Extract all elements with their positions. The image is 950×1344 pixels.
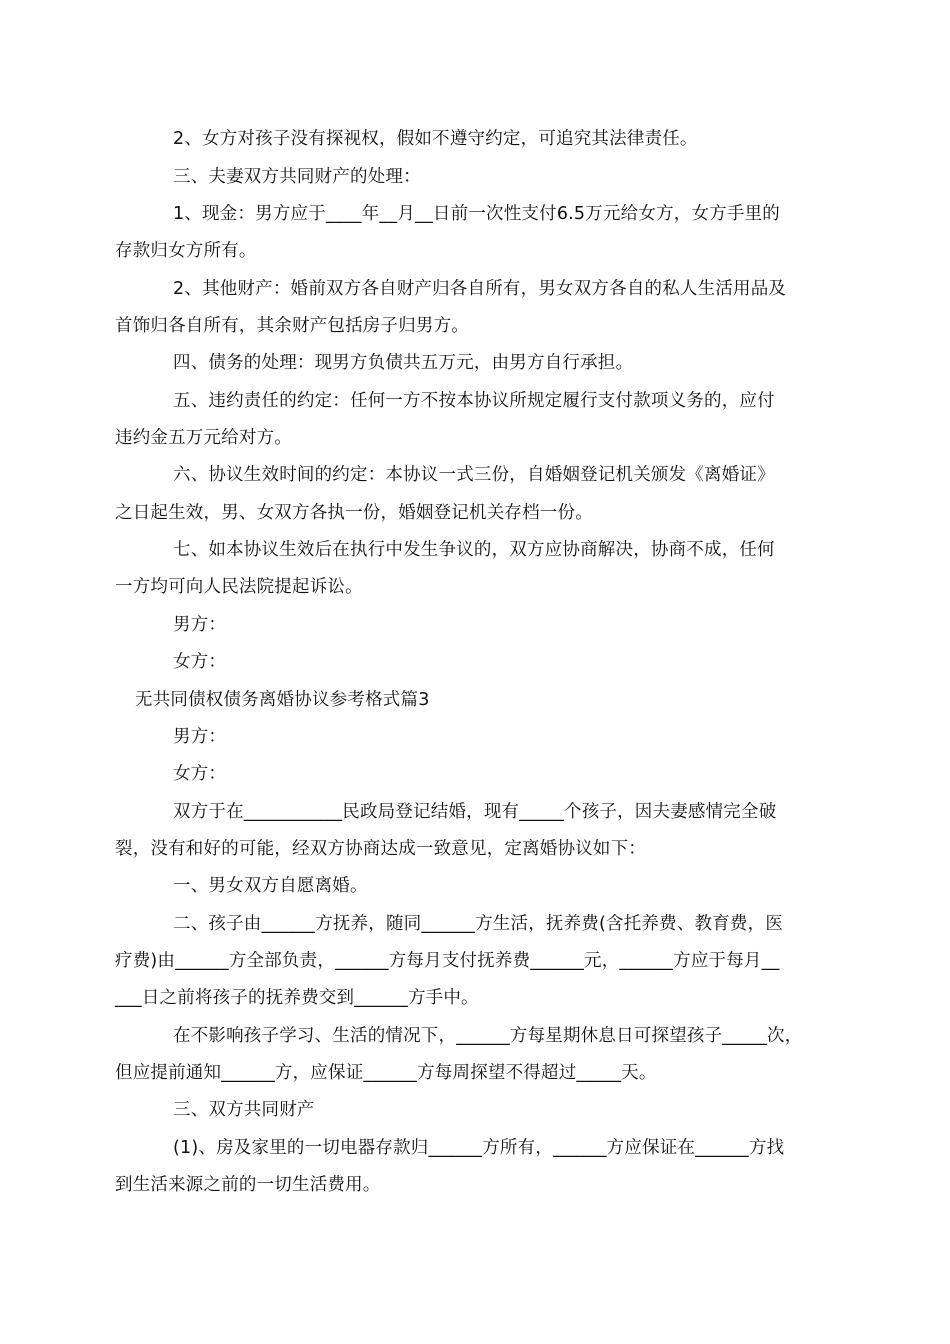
party-label-female: 女方： [173, 764, 227, 784]
signature-label-male: 男方： [173, 615, 227, 635]
section-heading: 三、夫妻双方共同财产的处理： [173, 167, 421, 187]
paragraph-line: 存款归女方所有。 [115, 241, 257, 261]
paragraph-line: 违约金五万元给对方。 [115, 428, 292, 448]
paragraph-line: 2、女方对孩子没有探视权，假如不遵守约定，可追究其法律责任。 [173, 129, 698, 149]
party-label-male: 男方： [173, 727, 227, 747]
paragraph-line: 裂，没有和好的可能，经双方协商达成一致意见，定离婚协议如下： [115, 839, 646, 859]
signature-label-female: 女方： [173, 652, 227, 672]
paragraph-line: 首饰归各自所有，其余财产包括房子归男方。 [115, 316, 469, 336]
section-heading: 三、双方共同财产 [173, 1100, 315, 1120]
paragraph-line: 在不影响孩子学习、生活的情况下，______方每星期休息日可探望孩子_____次， [173, 1026, 803, 1046]
paragraph-line: 2、其他财产：婚前双方各自财产归各自所有，男女双方各自的私人生活用品及 [173, 279, 787, 299]
paragraph-line: 双方于在___________民政局登记结婚，现有_____个孩子，因夫妻感情完全破 [173, 802, 777, 822]
paragraph-line: 到生活来源之前的一切生活费用。 [115, 1175, 381, 1195]
section-heading: 一、男女双方自愿离婚。 [173, 876, 368, 896]
paragraph-line: 但应提前通知______方，应保证______方每周探望不得超过_____天。 [115, 1063, 657, 1083]
paragraph-line: 疗费)由______方全部负责，______方每月支付抚养费______元，______方应于每月__ [115, 951, 780, 971]
section-heading: 六、协议生效时间的约定：本协议一式三份，自婚姻登记机关颁发《离婚证》 [173, 465, 775, 485]
section-heading: 五、违约责任的约定：任何一方不按本协议所规定履行支付款项义务的，应付 [173, 391, 775, 411]
section-heading: 二、孩子由______方抚养，随同______方生活，抚养费(含托养费、教育费，医 [173, 914, 784, 934]
section-heading: 七、如本协议生效后在执行中发生争议的，双方应协商解决，协商不成，任何 [173, 540, 775, 560]
paragraph-line: (1)、房及家里的一切电器存款归______方所有，______方应保证在______方找 [173, 1138, 785, 1158]
paragraph-line: 一方均可向人民法院提起诉讼。 [115, 577, 363, 597]
paragraph-line: 之日起生效，男、女双方各执一份，婚姻登记机关存档一份。 [115, 503, 593, 523]
document-title: 无共同债权债务离婚协议参考格式篇3 [135, 690, 430, 710]
section-heading: 四、债务的处理：现男方负债共五万元，由男方自行承担。 [173, 353, 634, 373]
paragraph-line: ___日之前将孩子的抚养费交到______方手中。 [115, 988, 479, 1008]
paragraph-line: 1、现金：男方应于____年__月__日前一次性支付6.5万元给女方，女方手里的 [173, 204, 780, 224]
